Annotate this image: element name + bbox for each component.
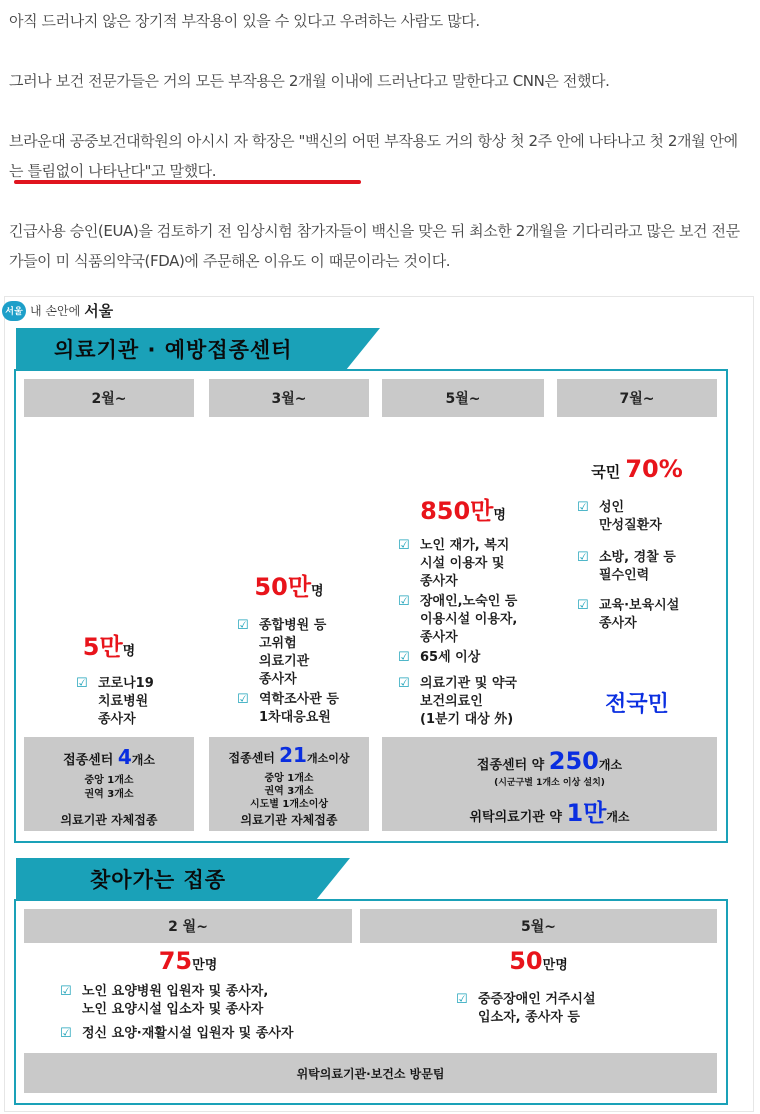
col2-footer-center: 접종센터 21개소이상 <box>228 743 350 767</box>
s2-col2-count <box>360 947 717 975</box>
checkbox-tick-icon: ☑ <box>398 538 410 553</box>
s2-col1-item-2: ☑ 정신 요양·재활시설 입원자 및 종사자 <box>60 1026 294 1041</box>
col4-item-3: ☑ 교육·보육시설 종사자 <box>577 598 680 631</box>
section1-title: 의료기관 · 예방접종센터 <box>54 338 293 362</box>
s2-col2-body <box>360 943 717 1051</box>
s2-col2-count-unit: 만명 <box>542 958 568 973</box>
s2-col2-count-num: 50 <box>509 947 543 975</box>
section1-box <box>14 369 728 843</box>
col1-count-unit: 명 <box>122 644 136 659</box>
col3-item-4: ☑ 의료기관 및 약국 보건의료인 (1분기 대상 外) <box>398 676 517 727</box>
col1-footer-bottom: 의료기관 자체접종 <box>60 813 158 827</box>
col2-count <box>209 567 369 602</box>
col34-footer-center: 접종센터 약 250개소 <box>476 747 623 775</box>
checkbox-tick-icon: ☑ <box>60 1026 72 1041</box>
checkbox-tick-icon: ☑ <box>398 650 410 665</box>
col2-month-header <box>209 379 369 417</box>
col1-month-header <box>24 379 194 417</box>
s2-col1-month-header <box>24 909 352 943</box>
col2-footer <box>209 737 369 831</box>
s2-col1-body <box>24 943 352 1051</box>
col3-item-3: ☑ 65세 이상 <box>398 650 481 665</box>
col2-body <box>209 417 369 737</box>
col1-month: 2월~ <box>91 391 127 407</box>
col2-item-2: ☑ 역학조사관 등 1차대응요원 <box>237 692 339 725</box>
col34-footer-sub: (시군구별 1개소 이상 설치) <box>494 778 605 788</box>
col3-count-unit: 명 <box>493 508 506 523</box>
col2-footer-sub3: 시도별 1개소이상 <box>249 799 329 810</box>
article-paragraph-4: 긴급사용 승인(EUA)을 검토하기 전 임상시험 참가자들이 백신을 맞은 뒤 최소한 2개월을 기다리라고 많은 보건 전문가들이 미 식품의약국(FDA)에 주문해온 이유도 이 때문이라는 것이다. <box>9 222 740 270</box>
col1-footer-sub2: 권역 3개소 <box>84 789 134 800</box>
s2-footer-text: 위탁의료기관·보건소 방문팀 <box>296 1066 445 1081</box>
checkbox-tick-icon: ☑ <box>237 692 249 707</box>
col2-footer-sub1: 중앙 1개소 <box>264 773 314 784</box>
col3-month-header <box>382 379 544 417</box>
col1-item-1: ☑ 코로나19 치료병원 종사자 <box>76 676 154 727</box>
brand-header <box>2 300 113 321</box>
article-paragraph-1: 아직 드러나지 않은 장기적 부작용이 있을 수 있다고 우려하는 사람도 많다. <box>9 12 480 30</box>
col4-summary: 전국민 <box>605 692 669 717</box>
col4-item-1: ☑ 성인 만성질환자 <box>577 500 662 533</box>
col4-count <box>557 455 717 483</box>
vaccination-infographic <box>0 296 760 1114</box>
s2-col1-month: 2 월~ <box>168 919 208 935</box>
s2-footer <box>24 1053 717 1093</box>
col4-month-header <box>557 379 717 417</box>
col4-body <box>557 417 717 737</box>
col4-count-num: 70% <box>625 455 683 483</box>
col1-footer <box>24 737 194 831</box>
col3-item-2: ☑ 장애인,노숙인 등 이용시설 이용자, 종사자 <box>398 594 518 645</box>
checkbox-tick-icon: ☑ <box>577 500 589 515</box>
col34-footer <box>382 737 717 831</box>
highlight-underline <box>14 180 361 184</box>
section2-box <box>14 899 728 1105</box>
section1-title-banner <box>16 328 346 370</box>
checkbox-tick-icon: ☑ <box>60 984 72 999</box>
col1-count <box>24 627 194 662</box>
s2-col2-month-header <box>360 909 717 943</box>
s2-col1-count-unit: 만명 <box>192 958 218 973</box>
checkbox-tick-icon: ☑ <box>577 598 589 613</box>
col4-count-prefix: 국민 <box>591 463 621 481</box>
col2-footer-bottom: 의료기관 자체접종 <box>240 813 338 827</box>
s2-col2-item-1: ☑ 중증장애인 거주시설 입소자, 종사자 등 <box>456 992 596 1025</box>
col2-month: 3월~ <box>271 391 307 407</box>
s2-col1-item-1: ☑ 노인 요양병원 입원자 및 종사자, 노인 요양시설 입소자 및 종사자 <box>60 984 269 1017</box>
col34-footer-clinics: 위탁의료기관 약 1만개소 <box>469 799 630 827</box>
col3-body <box>382 417 544 737</box>
col4-month: 7월~ <box>619 391 655 407</box>
checkbox-tick-icon: ☑ <box>76 676 88 691</box>
col1-footer-center: 접종센터 4개소 <box>63 745 155 769</box>
brand-prefix: 내 손안에 <box>30 304 81 318</box>
col1-body <box>24 417 194 737</box>
col1-footer-sub1: 중앙 1개소 <box>84 775 134 786</box>
section2-title: 찾아가는 접종 <box>90 868 227 892</box>
s2-col1-count-num: 75 <box>158 947 193 975</box>
col2-item-1: ☑ 종합병원 등 고위험 의료기관 종사자 <box>237 618 327 687</box>
col3-month: 5월~ <box>445 391 481 407</box>
checkbox-tick-icon: ☑ <box>456 992 468 1007</box>
section2-title-banner <box>16 858 316 900</box>
brand-name: 서울 <box>84 302 114 320</box>
checkbox-tick-icon: ☑ <box>398 594 410 609</box>
seoul-logo-icon: 서울 <box>2 301 26 321</box>
col2-count-num: 50만 <box>254 573 312 601</box>
checkbox-tick-icon: ☑ <box>237 618 249 633</box>
s2-col2-month: 5월~ <box>521 919 556 935</box>
col3-count <box>382 491 544 526</box>
checkbox-tick-icon: ☑ <box>398 676 410 691</box>
article-paragraph-2: 그러나 보건 전문가들은 거의 모든 부작용은 2개월 이내에 드러난다고 말한다고 CNN은 전했다. <box>9 72 610 90</box>
col2-count-unit: 명 <box>311 584 324 599</box>
col3-item-1: ☑ 노인 재가, 복지 시설 이용자 및 종사자 <box>398 538 510 589</box>
col1-count-num: 5만 <box>82 633 123 661</box>
col3-count-num: 850만 <box>420 497 494 525</box>
article-paragraph-3: 브라운대 공중보건대학원의 아시시 자 학장은 "백신의 어떤 부작용도 거의 항상 첫 2주 안에 나타나고 첫 2개월 안에는 틀림없이 나타난다"고 말했다. <box>9 132 738 180</box>
col4-item-2: ☑ 소방, 경찰 등 필수인력 <box>577 550 676 583</box>
s2-col1-count <box>24 947 352 975</box>
checkbox-tick-icon: ☑ <box>577 550 589 565</box>
col2-footer-sub2: 권역 3개소 <box>264 786 314 797</box>
